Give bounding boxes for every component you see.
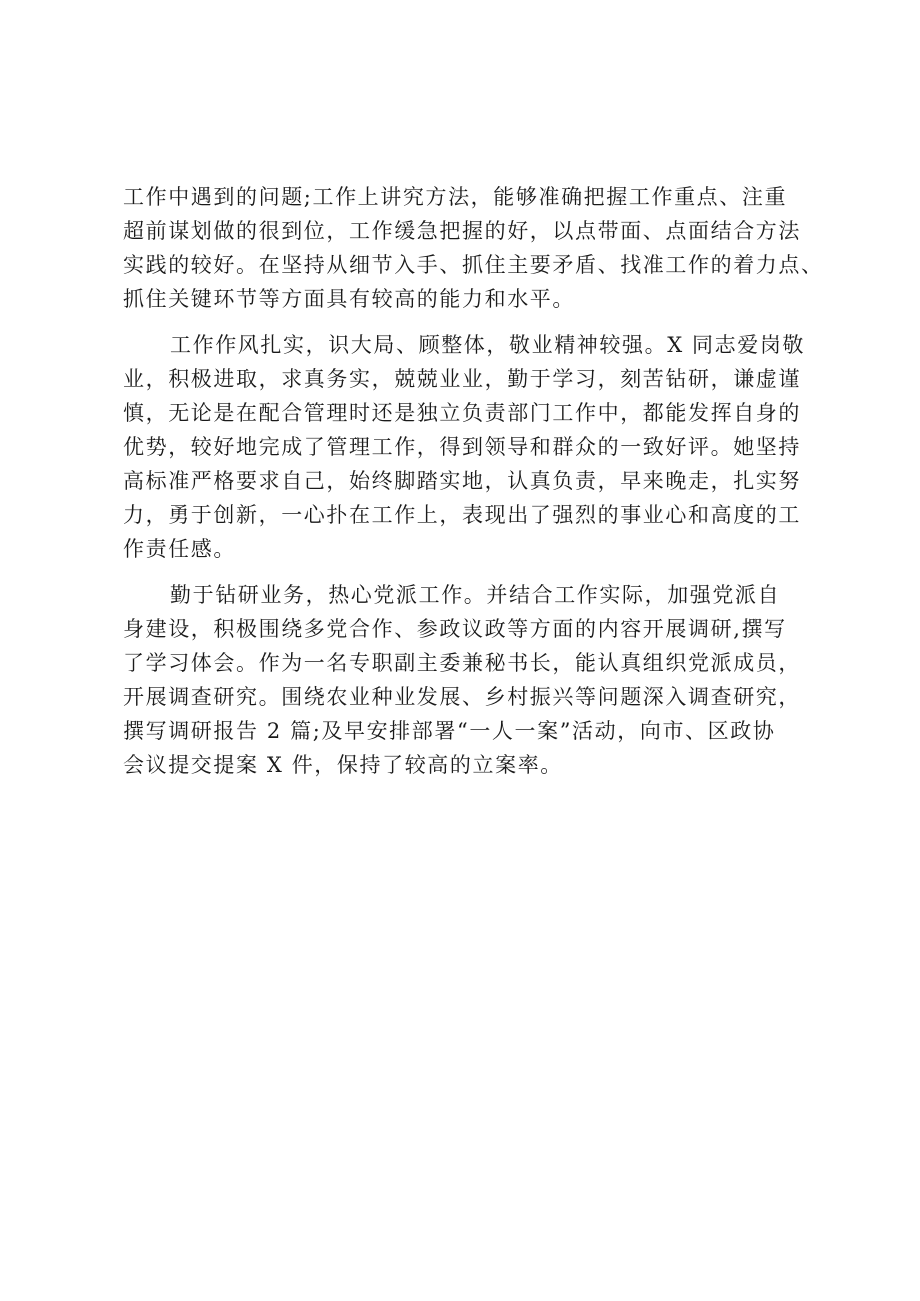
- text-line: 慎，无论是在配合管理时还是独立负责部门工作中，都能发挥自身的: [123, 401, 801, 425]
- text-line: 实践的较好。在坚持从细节入手、抓住主要矛盾、找准工作的着力点、: [123, 253, 824, 277]
- text-line: 勤于钻研业务，热心党派工作。并结合工作实际，加强党派自: [170, 583, 781, 607]
- text-line: 超前谋划做的很到位，工作缓急把握的好，以点带面、点面结合方法: [123, 219, 801, 243]
- text-line: 工作作风扎实，识大局、顾整体，敬业精神较强。X 同志爱岗敬: [170, 333, 806, 357]
- text-line: 作责任感。: [123, 537, 236, 561]
- text-line: 高标准严格要求自己，始终脚踏实地，认真负责，早来晚走，扎实努: [123, 469, 801, 493]
- text-line: 优势，较好地完成了管理工作，得到领导和群众的一致好评。她坚持: [123, 435, 801, 459]
- text-line: 业，积极进取，求真务实，兢兢业业，勤于学习，刻苦钻研，谦虚谨: [123, 367, 801, 391]
- paragraph-3: [123, 578, 843, 782]
- paragraph-1: [123, 180, 843, 316]
- text-line: 工作中遇到的问题;工作上讲究方法，能够准确把握工作重点、注重: [123, 185, 788, 209]
- body-text: [123, 180, 843, 782]
- text-line: 开展调查研究。围绕农业种业发展、乡村振兴等问题深入调查研究，: [123, 685, 801, 709]
- text-line: 抓住关键环节等方面具有较高的能力和水平。: [123, 287, 575, 311]
- text-line: 会议提交提案 X 件，保持了较高的立案率。: [123, 753, 563, 777]
- paragraph-2: [123, 328, 843, 566]
- text-line: 力，勇于创新，一心扑在工作上，表现出了强烈的事业心和高度的工: [123, 503, 801, 527]
- text-line: 了学习体会。作为一名专职副主委兼秘书长，能认真组织党派成员，: [123, 651, 801, 675]
- text-line: 身建设，积极围绕多党合作、参政议政等方面的内容开展调研,撰写: [123, 617, 787, 641]
- text-line: 撰写调研报告 2 篇;及早安排部署“一人一案”活动，向市、区政协: [123, 719, 776, 743]
